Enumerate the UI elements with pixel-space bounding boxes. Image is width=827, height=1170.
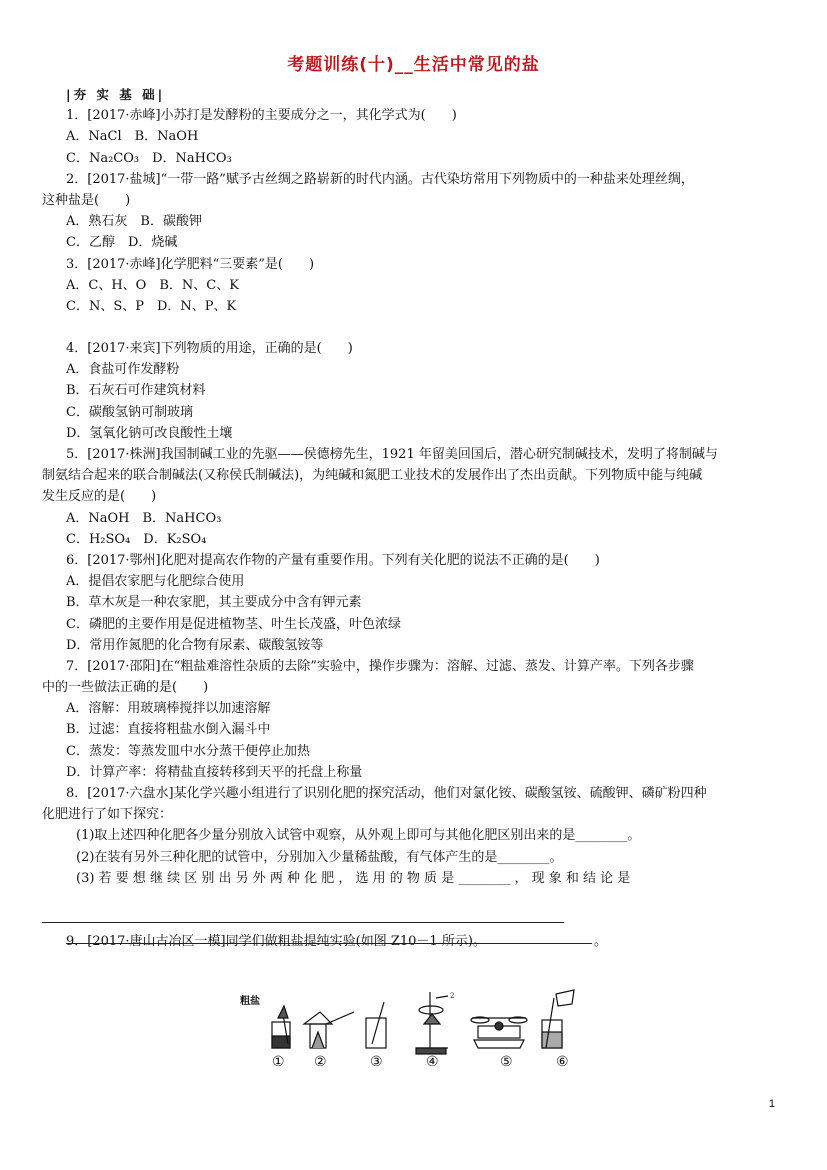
answer-line-2 [66,910,790,931]
question-5-cont1: 制氨结合起来的联合制碱法(又称侯氏制碱法)，为纯碱和氮肥工业技术的发展作出了杰出贡献。下列物质中能与纯碱 [42,468,703,484]
question-5-cont2: 发生反应的是( ) [42,489,157,505]
question-2-options-cd: C．乙醇 D．烧碱 [66,235,178,251]
figure-labels [0,1054,827,1074]
question-4-option-a: A．食盐可作发酵粉 [66,362,180,378]
question-list [42,84,790,953]
question-8-part-3: (3) 若 要 想 继 续 区 别 出 另 外 两 种 化 肥 ， 选 用 的 物 质 是 ________ ， 现 象 和 结 论 是 [76,870,631,886]
question-7-option-c: C．蒸发：等蒸发皿中水分蒸干便停止加热 [66,743,310,759]
spacer [66,317,790,338]
question-5: 5．[2017·株洲]我国制碱工业的先驱——侯德榜先生，1921 年留美回国后，潜心研究制碱技术，发明了将制碱与 [66,447,718,462]
question-6-option-d: D．常用作氮肥的化合物有尿素、碳酸氢铵等 [66,637,324,653]
figure-label-2: ② [314,1054,327,1070]
question-8-part-2: (2)在装有另外三种化肥的试管中，分别加入少量稀盐酸，有气体产生的是________。 [76,849,563,865]
question-4: 4．[2017·来宾]下列物质的用途，正确的是( ) [66,341,353,357]
question-1: 1．[2017·赤峰]小苏打是发酵粉的主要成分之一，其化学式为( ) [66,108,457,124]
balance-label: 粗盐 [240,996,260,1007]
page-number: 1 [768,1098,775,1110]
question-3: 3．[2017·赤峰]化学肥料“三要素”是( ) [66,256,315,272]
question-6: 6．[2017·鄂州]化肥对提高农作物的产量有重要作用。下列有关化肥的说法不正确的是( ) [66,552,600,568]
question-7-option-b: B．过滤：直接将粗盐水倒入漏斗中 [66,722,271,738]
beaker-icon [272,1006,290,1048]
question-8-part-1: (1)取上述四种化肥各少量分别放入试管中观察，从外观上即可与其他化肥区别出来的是________。 [76,828,641,844]
sentence-end: 。 [594,934,608,949]
question-2-cont: 这种盐是( ) [42,192,131,208]
answer-blank-line [66,943,592,944]
question-6-option-c: C．磷肥的主要作用是促进植物茎、叶生长茂盛，叶色浓绿 [66,616,401,632]
balance-icon [471,1017,527,1048]
question-3-options-cd: C．N、S、P D．N、P、K [66,298,237,314]
question-6-option-b: B．草木灰是一种农家肥，其主要成分中含有钾元素 [66,595,362,611]
answer-blank-line [42,922,564,923]
question-4-option-b: B．石灰石可作建筑材料 [66,383,206,399]
question-2-options-ab: A．熟石灰 B．碳酸钾 [66,214,202,230]
figure-label-1: ① [272,1054,285,1070]
page-title: 考题训练(十)__生活中常见的盐 [287,55,540,75]
filtration-icon [304,1012,354,1048]
question-4-option-d: D．氢氧化钠可改良酸性土壤 [66,425,233,441]
figure-label-3: ③ [370,1054,383,1070]
answer-line-1 [66,889,790,910]
evaporation-icon [416,992,454,1054]
pouring-icon [542,990,574,1048]
section-heading: |夯 实 基 础| [66,87,166,102]
question-7-option-d: D．计算产率：将精盐直接转移到天平的托盘上称量 [66,764,363,780]
question-7-cont: 中的一些做法正确的是( ) [42,680,209,696]
question-3-options-ab: A．C、H、O B．N、C、K [66,277,239,293]
figure-label-6: ⑥ [556,1054,569,1070]
question-1-options-cd: C．Na₂CO₃ D．NaHCO₃ [66,150,232,166]
question-7-option-a: A．溶解：用玻璃棒搅拌以加速溶解 [66,701,271,717]
question-6-option-a: A．提倡农家肥与化肥综合使用 [66,574,245,590]
svg-text:2: 2 [450,992,455,1000]
dissolving-icon [366,1002,386,1048]
question-5-options-cd: C．H₂SO₄ D．K₂SO₄ [66,531,207,547]
question-8: 8．[2017·六盘水]某化学兴趣小组进行了识别化肥的探究活动，他们对氯化铵、碳酸氢铵、硫酸钾、磷矿粉四种 [66,786,707,801]
question-5-options-ab: A．NaOH B．NaHCO₃ [66,510,222,526]
figure-label-5: ⑤ [500,1054,513,1070]
question-1-options-ab: A．NaCl B．NaOH [66,129,199,145]
figure-label-4: ④ [426,1054,439,1070]
question-2: 2．[2017·盐城]“一带一路”赋予古丝绸之路崭新的时代内涵。古代染坊常用下列物质中的一种盐来处理丝绸， [66,171,694,187]
question-9: 9．[2017·唐山古冶区一模]同学们做粗盐提纯实验(如图 Z10－1 所示)。 [66,934,486,950]
question-7: 7．[2017·邵阳]在“粗盐难溶性杂质的去除”实验中，操作步骤为：溶解、过滤、蒸发、计算产率。下列各步骤 [66,658,694,674]
question-4-option-c: C．碳酸氢钠可制玻璃 [66,404,193,420]
question-8-cont: 化肥进行了如下探究： [42,807,173,823]
